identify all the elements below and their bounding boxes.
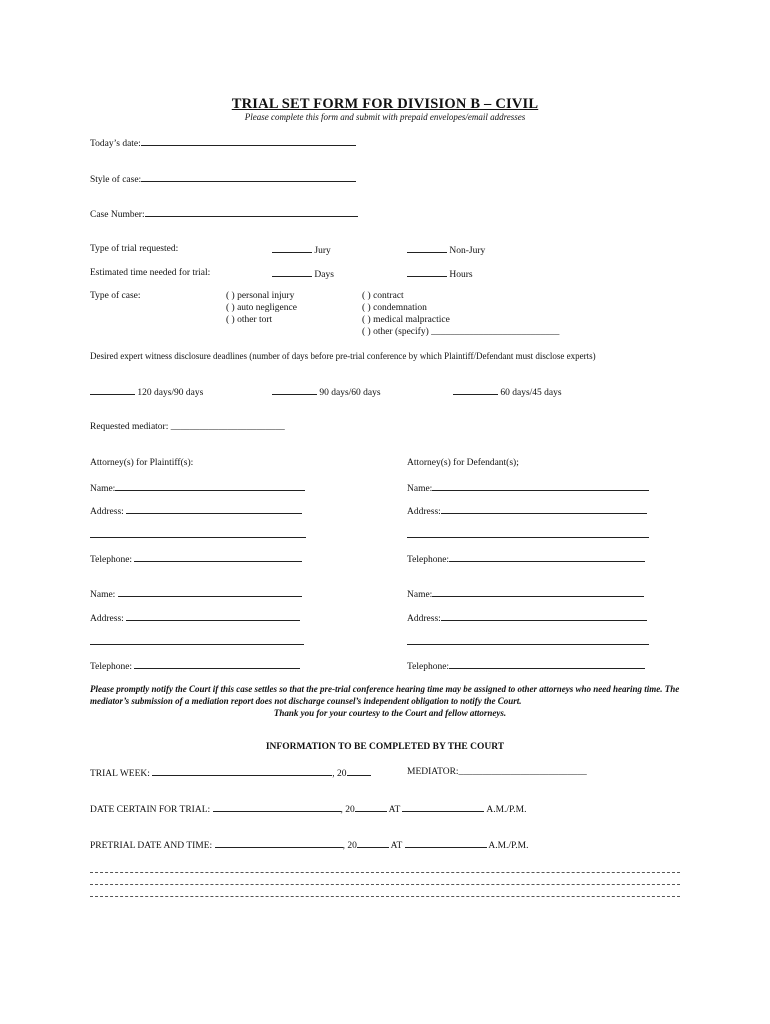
plaintiff-name-field-2[interactable] bbox=[90, 587, 302, 601]
case-number-label: Case Number: bbox=[90, 210, 145, 220]
address-label: Address: bbox=[90, 507, 124, 517]
jury-option[interactable] bbox=[272, 243, 331, 257]
pretrial-field[interactable] bbox=[90, 838, 528, 852]
telephone-blank[interactable] bbox=[134, 659, 300, 669]
plaintiff-telephone-field-2[interactable] bbox=[90, 659, 300, 673]
expert-option-60-45[interactable] bbox=[453, 385, 562, 399]
date-certain-field[interactable] bbox=[90, 802, 526, 816]
pretrial-time-blank[interactable] bbox=[405, 838, 487, 848]
defendant-address-line2-2[interactable] bbox=[407, 635, 649, 649]
hours-option[interactable] bbox=[407, 267, 473, 281]
pretrial-ampm: A.M./P.M. bbox=[488, 841, 529, 851]
style-of-case-label: Style of case: bbox=[90, 175, 142, 185]
defendant-name-field-1[interactable] bbox=[407, 481, 649, 495]
trial-type-label: Type of trial requested: bbox=[90, 244, 179, 254]
address-label: Address: bbox=[407, 614, 441, 624]
days-blank[interactable] bbox=[272, 267, 312, 277]
trial-week-field[interactable] bbox=[90, 766, 371, 780]
date-certain-label: DATE CERTAIN FOR TRIAL: bbox=[90, 805, 211, 815]
notes-line-3[interactable] bbox=[90, 896, 680, 897]
case-type-other-tort[interactable]: ( ) other tort bbox=[226, 315, 273, 325]
telephone-blank[interactable] bbox=[449, 552, 645, 562]
case-type-auto-negligence[interactable]: ( ) auto negligence bbox=[226, 303, 297, 313]
case-type-other-specify[interactable]: ( ) other (specify) ___________________________ bbox=[362, 327, 560, 337]
non-jury-label: Non-Jury bbox=[449, 246, 486, 256]
expert-option-120-90[interactable] bbox=[90, 385, 203, 399]
trial-time-label: Estimated time needed for trial: bbox=[90, 268, 211, 278]
thank-you-text: Thank you for your courtesy to the Court and fellow attorneys. bbox=[273, 708, 507, 718]
pretrial-at: AT bbox=[390, 841, 403, 851]
non-jury-blank[interactable] bbox=[407, 243, 447, 253]
jury-blank[interactable] bbox=[272, 243, 312, 253]
defendant-address-field-1[interactable] bbox=[407, 504, 647, 518]
expert-60-blank[interactable] bbox=[453, 385, 498, 395]
name-blank[interactable] bbox=[115, 481, 305, 491]
pretrial-date-blank[interactable] bbox=[215, 838, 343, 848]
name-blank[interactable] bbox=[118, 587, 302, 597]
trial-week-year-prefix: , 20 bbox=[332, 769, 347, 779]
case-number-field[interactable] bbox=[90, 207, 358, 221]
plaintiff-address-field-2[interactable] bbox=[90, 611, 300, 625]
defendant-telephone-field-1[interactable] bbox=[407, 552, 645, 566]
name-label: Name: bbox=[407, 484, 433, 494]
pretrial-year-prefix: , 20 bbox=[342, 841, 357, 851]
address-line2-blank[interactable] bbox=[407, 528, 649, 538]
date-certain-at: AT bbox=[388, 805, 401, 815]
address-blank[interactable] bbox=[441, 611, 647, 621]
date-certain-year-prefix: , 20 bbox=[340, 805, 355, 815]
hours-blank[interactable] bbox=[407, 267, 447, 277]
expert-60-label: 60 days/45 days bbox=[500, 388, 562, 398]
name-blank[interactable] bbox=[432, 587, 644, 597]
settlement-notice-text: Please promptly notify the Court if this case settles so that the pre-trial conference hearing time may be assigned to other attorneys who need hearing time. The mediator’s submission of a mediation report does not discharge counsel’s independent obligation to notify the Court. bbox=[90, 684, 680, 706]
address-blank[interactable] bbox=[126, 504, 302, 514]
court-mediator-field[interactable]: MEDIATOR:___________________________ bbox=[407, 767, 587, 777]
pretrial-label: PRETRIAL DATE AND TIME: bbox=[90, 841, 213, 851]
defendant-telephone-field-2[interactable] bbox=[407, 659, 645, 673]
telephone-label: Telephone: bbox=[90, 662, 133, 672]
trial-week-label: TRIAL WEEK: bbox=[90, 769, 150, 779]
case-type-medical-malpractice[interactable]: ( ) medical malpractice bbox=[362, 315, 450, 325]
defendant-attorney-header: Attorney(s) for Defendant(s); bbox=[407, 458, 519, 468]
plaintiff-address-field-1[interactable] bbox=[90, 504, 302, 518]
days-option[interactable] bbox=[272, 267, 334, 281]
notes-line-1[interactable] bbox=[90, 872, 680, 873]
style-of-case-blank[interactable] bbox=[141, 172, 356, 182]
name-label: Name: bbox=[90, 590, 116, 600]
name-label: Name: bbox=[407, 590, 433, 600]
date-certain-ampm: A.M./P.M. bbox=[486, 805, 527, 815]
address-line2-blank[interactable] bbox=[90, 635, 304, 645]
expert-90-label: 90 days/60 days bbox=[319, 388, 381, 398]
name-blank[interactable] bbox=[432, 481, 649, 491]
notes-line-2[interactable] bbox=[90, 884, 680, 885]
case-number-blank[interactable] bbox=[145, 207, 358, 217]
form-title: TRIAL SET FORM FOR DIVISION B – CIVIL bbox=[231, 96, 539, 112]
hours-label: Hours bbox=[449, 270, 473, 280]
plaintiff-name-field-1[interactable] bbox=[90, 481, 305, 495]
plaintiff-address-line2-1[interactable] bbox=[90, 528, 306, 542]
expert-deadline-label: Desired expert witness disclosure deadlines (number of days before pre-trial conference by which Plaintiff/Defendant must disclose experts) bbox=[90, 351, 596, 361]
date-certain-time-blank[interactable] bbox=[402, 802, 484, 812]
pretrial-year-blank[interactable] bbox=[357, 838, 389, 848]
defendant-address-field-2[interactable] bbox=[407, 611, 647, 625]
telephone-blank[interactable] bbox=[134, 552, 302, 562]
telephone-label: Telephone: bbox=[90, 555, 133, 565]
expert-option-90-60[interactable] bbox=[272, 385, 381, 399]
date-certain-blank[interactable] bbox=[213, 802, 341, 812]
trial-week-year-blank[interactable] bbox=[347, 766, 371, 776]
case-type-condemnation[interactable]: ( ) condemnation bbox=[362, 303, 427, 313]
date-certain-year-blank[interactable] bbox=[355, 802, 387, 812]
non-jury-option[interactable] bbox=[407, 243, 485, 257]
plaintiff-attorney-header: Attorney(s) for Plaintiff(s): bbox=[90, 458, 194, 468]
requested-mediator-field[interactable]: Requested mediator: ________________________ bbox=[90, 422, 285, 432]
plaintiff-address-line2-2[interactable] bbox=[90, 635, 304, 649]
case-type-label: Type of case: bbox=[90, 291, 141, 301]
expert-90-blank[interactable] bbox=[272, 385, 317, 395]
address-line2-blank[interactable] bbox=[90, 528, 306, 538]
todays-date-blank[interactable] bbox=[141, 136, 356, 146]
telephone-blank[interactable] bbox=[449, 659, 645, 669]
todays-date-field[interactable] bbox=[90, 136, 356, 150]
telephone-label: Telephone: bbox=[407, 662, 450, 672]
court-section-heading: INFORMATION TO BE COMPLETED BY THE COURT bbox=[265, 742, 505, 752]
defendant-name-field-2[interactable] bbox=[407, 587, 644, 601]
trial-week-blank[interactable] bbox=[152, 766, 332, 776]
expert-120-blank[interactable] bbox=[90, 385, 135, 395]
form-subtitle: Please complete this form and submit with prepaid envelopes/email addresses bbox=[244, 112, 526, 122]
plaintiff-telephone-field-1[interactable] bbox=[90, 552, 302, 566]
style-of-case-field[interactable] bbox=[90, 172, 356, 186]
address-label: Address: bbox=[90, 614, 124, 624]
case-type-contract[interactable]: ( ) contract bbox=[362, 291, 404, 301]
case-type-personal-injury[interactable]: ( ) personal injury bbox=[226, 291, 295, 301]
telephone-label: Telephone: bbox=[407, 555, 450, 565]
days-label: Days bbox=[314, 270, 334, 280]
expert-120-label: 120 days/90 days bbox=[137, 388, 204, 398]
settlement-notice bbox=[90, 683, 690, 719]
address-line2-blank[interactable] bbox=[407, 635, 649, 645]
name-label: Name: bbox=[90, 484, 116, 494]
address-blank[interactable] bbox=[126, 611, 300, 621]
jury-label: Jury bbox=[314, 246, 331, 256]
address-blank[interactable] bbox=[441, 504, 647, 514]
todays-date-label: Today’s date: bbox=[90, 139, 141, 149]
address-label: Address: bbox=[407, 507, 441, 517]
defendant-address-line2-1[interactable] bbox=[407, 528, 649, 542]
